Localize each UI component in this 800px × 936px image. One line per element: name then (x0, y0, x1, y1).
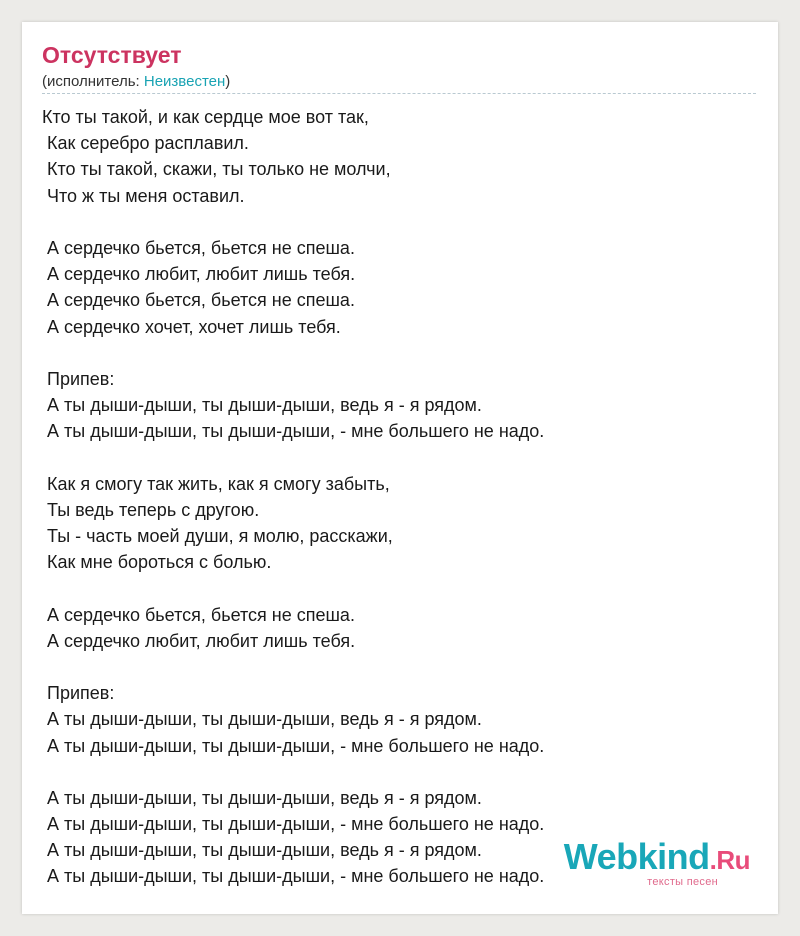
lyrics-line: А сердечко бьется, бьется не спеша. (47, 290, 355, 311)
lyrics-line: Как серебро расплавил. (47, 133, 249, 154)
song-title: Отсутствует (42, 42, 182, 68)
lyrics-line: А ты дыши-дыши, ты дыши-дыши, ведь я - я рядом. (47, 787, 482, 808)
artist-prefix: (исполнитель: (42, 73, 144, 90)
lyrics-line: А сердечко бьется, бьется не спеша. (47, 604, 355, 625)
lyrics-text (42, 104, 756, 890)
lyrics-line: Ты ведь теперь с другою. (47, 499, 260, 520)
lyrics-line: Припев: (47, 683, 115, 704)
logo-wordmark (563, 836, 750, 878)
song-header (42, 40, 756, 92)
lyrics-line: Ты - часть моей души, я молю, расскажи, (47, 526, 393, 546)
header-divider (42, 93, 756, 94)
lyrics-line: Припев: (47, 368, 115, 389)
lyrics-line: Как я смогу так жить, как я смогу забыть, (47, 473, 390, 494)
lyrics-blank-line (42, 575, 756, 601)
lyrics-blank-line (42, 209, 756, 235)
lyrics-blank-line (42, 340, 756, 366)
artist-suffix: ) (225, 73, 231, 90)
lyrics-blank-line (42, 654, 756, 680)
lyrics-line: Кто ты такой, и как сердце мое вот так, (42, 107, 369, 127)
lyrics-card (22, 22, 778, 914)
lyrics-line: А ты дыши-дыши, ты дыши-дыши, - мне большего не надо. (47, 866, 545, 887)
artist-line (42, 72, 756, 92)
lyrics-line: Кто ты такой, скажи, ты только не молчи, (47, 159, 391, 180)
lyrics-line: Что ж ты меня оставил. (47, 185, 245, 206)
lyrics-line: А сердечко хочет, хочет лишь тебя. (47, 316, 341, 337)
logo-tld: .Ru (709, 845, 750, 875)
lyrics-line: А сердечко бьется, бьется не спеша. (47, 237, 355, 258)
lyrics-blank-line (42, 444, 756, 470)
lyrics-line: А ты дыши-дыши, ты дыши-дыши, - мне большего не надо. (47, 814, 545, 835)
logo-tagline: тексты песен (647, 876, 718, 888)
lyrics-line: А сердечко любит, любит лишь тебя. (47, 630, 356, 651)
lyrics-line: А сердечко любит, любит лишь тебя. (47, 264, 356, 285)
lyrics-line: А ты дыши-дыши, ты дыши-дыши, ведь я - я рядом. (47, 840, 482, 861)
lyrics-blank-line (42, 759, 756, 785)
lyrics-line: А ты дыши-дыши, ты дыши-дыши, ведь я - я рядом. (47, 709, 482, 730)
lyrics-line: А ты дыши-дыши, ты дыши-дыши, - мне большего не надо. (47, 735, 545, 756)
artist-link[interactable]: Неизвестен (143, 73, 226, 90)
lyrics-line: А ты дыши-дыши, ты дыши-дыши, - мне большего не надо. (47, 421, 545, 442)
lyrics-line: Как мне бороться с болью. (47, 552, 272, 573)
logo-main-text: Webkind (563, 836, 710, 877)
site-logo[interactable] (563, 836, 750, 888)
lyrics-line: А ты дыши-дыши, ты дыши-дыши, ведь я - я рядом. (47, 395, 482, 416)
